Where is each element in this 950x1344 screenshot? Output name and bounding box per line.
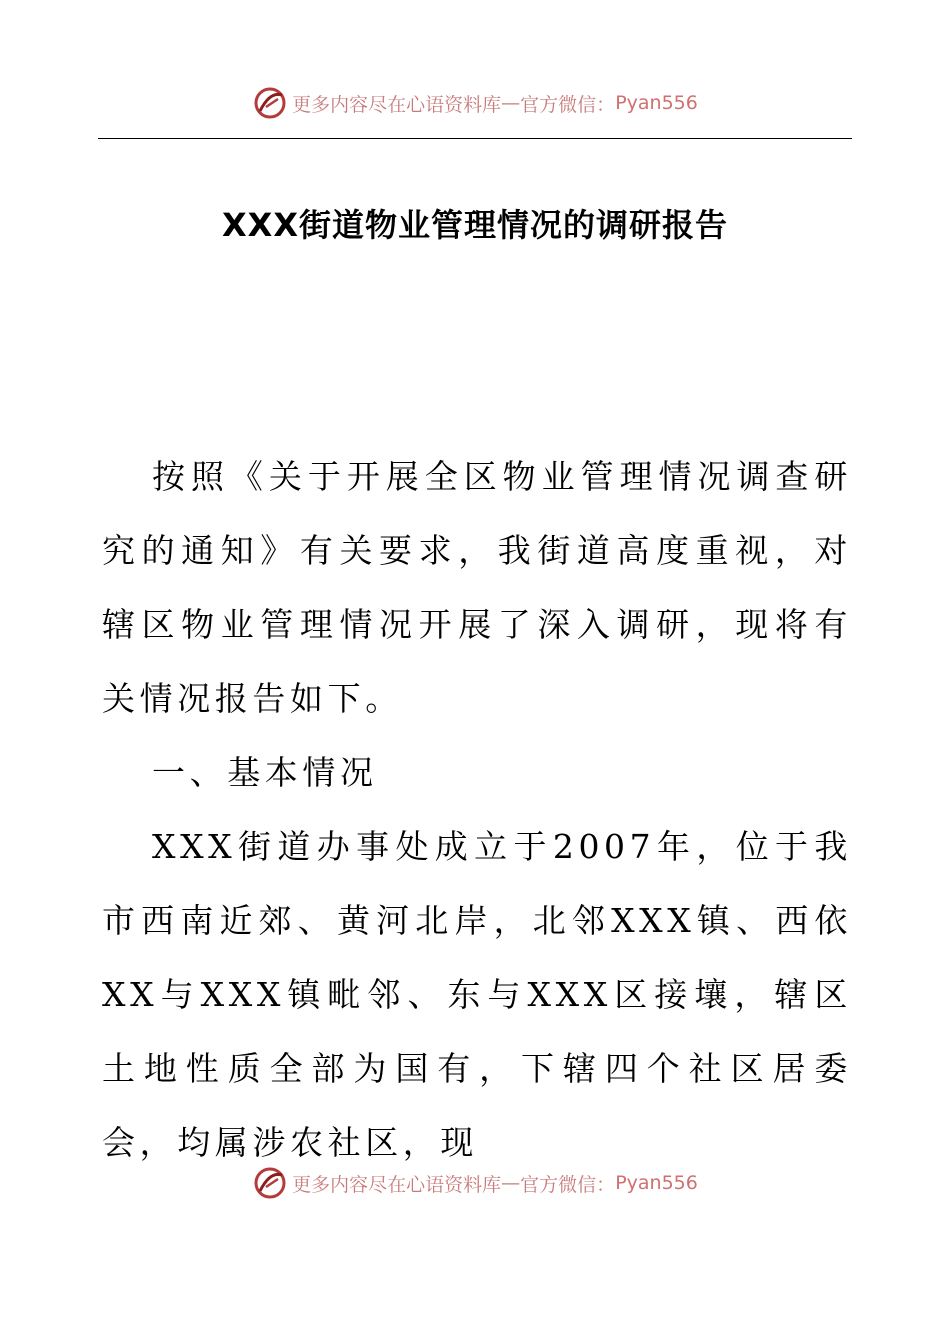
banner-wechat-label: 官方微信：	[520, 93, 616, 116]
banner-wechat-id: Pyan556	[615, 92, 698, 114]
banner-text: 更多内容尽在心语资料库	[292, 1173, 502, 1196]
header-banner	[0, 83, 950, 123]
paragraph-intro: 按照《关于开展全区物业管理情况调查研究的通知》有关要求，我街道高度重视，对辖区物业管理情况开展了深入调研，现将有关情况报告如下。	[102, 457, 852, 718]
logo-icon	[252, 85, 288, 121]
document-title: XXX街道物业管理情况的调研报告	[221, 206, 729, 244]
logo-icon	[252, 1165, 288, 1201]
banner-wechat-id: Pyan556	[615, 1172, 698, 1194]
section-heading-basic: 一、基本情况	[152, 753, 378, 792]
document-body	[102, 440, 852, 1180]
footer-banner	[0, 1163, 950, 1203]
banner-separator: —	[501, 1172, 521, 1194]
header-rule	[98, 138, 852, 139]
banner-wechat-label: 官方微信：	[520, 1173, 616, 1196]
banner-text: 更多内容尽在心语资料库	[292, 93, 502, 116]
banner-separator: —	[501, 92, 521, 114]
paragraph-basic-info: XXX街道办事处成立于2007年，位于我市西南近郊、黄河北岸，北邻XXX镇、西依XX与XXX镇毗邻、东与XXX区接壤，辖区土地性质全部为国有，下辖四个社区居委会，均属涉农社区，现	[102, 827, 852, 1162]
